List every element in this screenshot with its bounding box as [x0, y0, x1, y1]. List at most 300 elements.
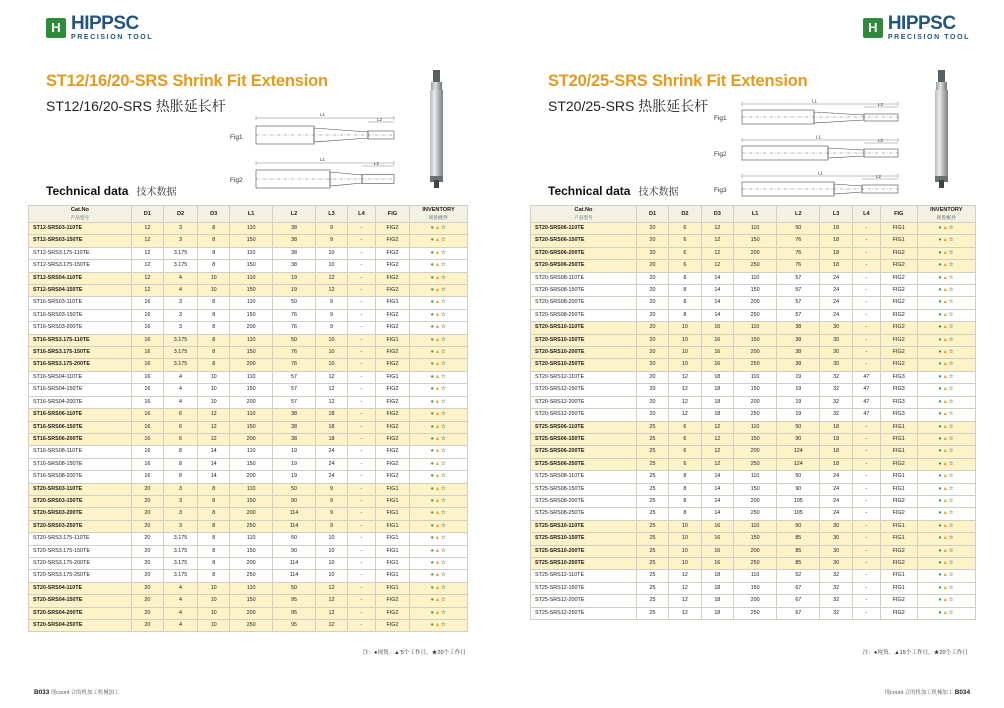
lead15-triangle-icon: ▲: [434, 386, 441, 393]
lead15-triangle-icon: ▲: [434, 287, 441, 294]
cell-catno: ST16-SRS03-110TE: [29, 297, 132, 309]
cell-value: 25: [636, 533, 668, 545]
cell-value: -: [348, 371, 376, 383]
cell-inventory: [917, 235, 975, 247]
stock-dot-icon: ●: [938, 287, 943, 294]
cell-value: 67: [777, 607, 820, 619]
cell-value: 16: [131, 421, 163, 433]
cell-value: 20: [131, 520, 163, 532]
cell-value: 9: [315, 297, 347, 309]
cell-value: 4: [163, 272, 197, 284]
cell-value: 150: [230, 347, 273, 359]
cell-value: FIG2: [880, 260, 917, 272]
cell-value: FIG2: [375, 322, 409, 334]
tool-photo-left: [425, 68, 449, 195]
cell-value: 25: [636, 495, 668, 507]
table-row: [29, 297, 468, 309]
cell-catno: ST20-SRS12-110TE: [531, 371, 637, 383]
lead15-triangle-icon: ▲: [942, 522, 949, 529]
cell-inventory: [917, 359, 975, 371]
col-l4-left: L4: [348, 206, 376, 223]
lead15-triangle-icon: ▲: [942, 398, 949, 405]
cell-value: 20: [131, 495, 163, 507]
cell-value: 50: [273, 297, 316, 309]
stock-dot-icon: ●: [938, 299, 943, 306]
lead15-triangle-icon: ▲: [434, 547, 441, 554]
cell-catno: ST25-SRS12-250TE: [531, 607, 637, 619]
cell-value: 14: [198, 446, 230, 458]
cell-value: 9: [315, 483, 347, 495]
cell-value: 3.175: [163, 570, 197, 582]
cell-inventory: [410, 545, 468, 557]
table-row: [29, 285, 468, 297]
cell-value: 85: [777, 533, 820, 545]
technical-data-heading-left: [46, 183, 176, 198]
cell-inventory: [917, 520, 975, 532]
spec-table-head-right: [531, 206, 976, 223]
stock-dot-icon: ●: [938, 225, 943, 231]
cell-value: 114: [273, 520, 316, 532]
cell-catno: ST20-SRS03-250TE: [29, 520, 132, 532]
lead15-triangle-icon: ▲: [434, 435, 441, 442]
cell-value: 105: [777, 495, 820, 507]
cell-value: 76: [273, 347, 316, 359]
lead20-star-icon: ☆: [948, 336, 955, 343]
cell-value: 95: [273, 607, 316, 619]
cell-value: 110: [230, 483, 273, 495]
cell-value: 110: [230, 533, 273, 545]
cell-value: FIG2: [880, 334, 917, 346]
cell-value: 25: [636, 570, 668, 582]
lead20-star-icon: ☆: [948, 349, 955, 356]
cell-catno: ST12-SRS3.175-110TE: [29, 247, 132, 259]
col-l3-left: L3: [315, 206, 347, 223]
cell-inventory: [410, 508, 468, 520]
table-row: [29, 322, 468, 334]
cell-value: 8: [669, 495, 701, 507]
cell-inventory: [410, 223, 468, 235]
cell-value: FIG2: [375, 396, 409, 408]
cell-value: 10: [315, 334, 347, 346]
cell-value: -: [852, 297, 880, 309]
cell-value: FIG1: [880, 483, 917, 495]
svg-text:L2: L2: [377, 117, 383, 122]
cell-value: -: [852, 508, 880, 520]
cell-value: 20: [636, 272, 668, 284]
cell-inventory: [410, 595, 468, 607]
cell-value: -: [852, 347, 880, 359]
cell-value: 18: [701, 371, 733, 383]
cell-value: 16: [131, 409, 163, 421]
cell-value: 18: [315, 409, 347, 421]
table-row: [29, 607, 468, 619]
cell-inventory: [410, 421, 468, 433]
tool-photo-svg-right: [930, 68, 954, 190]
table-row: [531, 384, 976, 396]
cell-value: 8: [669, 272, 701, 284]
cell-value: FIG1: [375, 545, 409, 557]
lead20-star-icon: ☆: [948, 262, 955, 269]
lead15-triangle-icon: ▲: [942, 572, 949, 579]
cell-value: 6: [163, 409, 197, 421]
cell-value: 6: [669, 458, 701, 470]
cell-value: FIG2: [375, 260, 409, 272]
table-row: [531, 322, 976, 334]
table-row: [531, 347, 976, 359]
cell-value: FIG2: [880, 322, 917, 334]
lead15-triangle-icon: ▲: [434, 597, 441, 604]
cell-value: FIG1: [375, 483, 409, 495]
cell-value: 57: [273, 396, 316, 408]
cell-value: 250: [734, 557, 777, 569]
cell-value: 57: [777, 272, 820, 284]
cell-value: FIG3: [880, 384, 917, 396]
cell-value: FIG2: [880, 309, 917, 321]
lead20-star-icon: ☆: [948, 609, 955, 616]
page-title-cn-right: ST20/25-SRS 热胀延长杆: [548, 98, 709, 114]
cell-value: -: [348, 334, 376, 346]
cell-value: FIG2: [375, 223, 409, 235]
lead20-star-icon: ☆: [440, 249, 447, 256]
cell-value: FIG2: [375, 595, 409, 607]
cell-value: -: [852, 533, 880, 545]
stock-dot-icon: ●: [430, 311, 435, 318]
cell-value: 14: [701, 309, 733, 321]
cell-value: FIG1: [375, 508, 409, 520]
cell-value: FIG1: [880, 223, 917, 235]
cell-inventory: [917, 334, 975, 346]
table-row: [531, 260, 976, 272]
lead15-triangle-icon: ▲: [434, 460, 441, 467]
cell-value: 90: [777, 483, 820, 495]
cell-value: FIG1: [375, 371, 409, 383]
lead15-triangle-icon: ▲: [942, 373, 949, 380]
cell-value: FIG2: [880, 347, 917, 359]
cell-value: 3.175: [163, 533, 197, 545]
cell-value: 12: [131, 235, 163, 247]
cell-value: 9: [315, 508, 347, 520]
cell-value: 18: [820, 433, 852, 445]
cell-value: FIG3: [880, 396, 917, 408]
lead15-triangle-icon: ▲: [942, 473, 949, 480]
lead20-star-icon: ☆: [440, 559, 447, 566]
lead20-star-icon: ☆: [948, 584, 955, 591]
cell-value: 200: [230, 322, 273, 334]
col-d3-left: D3: [198, 206, 230, 223]
lead20-star-icon: ☆: [440, 386, 447, 393]
cell-value: 8: [669, 285, 701, 297]
cell-value: 110: [734, 371, 777, 383]
cell-value: -: [348, 322, 376, 334]
cell-value: 18: [315, 433, 347, 445]
lead20-star-icon: ☆: [948, 423, 955, 430]
cell-value: 200: [734, 247, 777, 259]
table-row: [531, 334, 976, 346]
table-row: [29, 471, 468, 483]
cell-value: FIG2: [375, 607, 409, 619]
stock-dot-icon: ●: [430, 237, 435, 244]
table-row: [531, 235, 976, 247]
stock-dot-icon: ●: [430, 559, 435, 566]
stock-dot-icon: ●: [430, 225, 435, 231]
cell-value: -: [348, 495, 376, 507]
lead20-star-icon: ☆: [440, 622, 447, 628]
cell-value: 47: [852, 396, 880, 408]
cell-value: 200: [230, 471, 273, 483]
fig3-label-right: Fig3: [714, 187, 727, 194]
cell-value: 76: [777, 235, 820, 247]
logo-brand-name: HIPPSC: [71, 13, 139, 34]
cell-inventory: [410, 409, 468, 421]
table-row: [531, 396, 976, 408]
cell-value: 3.175: [163, 247, 197, 259]
cell-value: -: [852, 471, 880, 483]
lead15-triangle-icon: ▲: [942, 311, 949, 318]
cell-value: 38: [777, 334, 820, 346]
cell-catno: ST20-SRS10-110TE: [531, 322, 637, 334]
cell-catno: ST20-SRS12-150TE: [531, 384, 637, 396]
table-row: [29, 495, 468, 507]
cell-value: 47: [852, 384, 880, 396]
cell-value: 38: [273, 223, 316, 235]
table-row: [29, 433, 468, 445]
cell-value: 25: [636, 483, 668, 495]
cell-catno: ST25-SRS12-200TE: [531, 595, 637, 607]
cell-value: 85: [777, 557, 820, 569]
cell-value: 8: [198, 347, 230, 359]
cell-value: 150: [734, 483, 777, 495]
cell-inventory: [410, 533, 468, 545]
table-row: [29, 371, 468, 383]
cell-value: 250: [734, 458, 777, 470]
cell-inventory: [917, 483, 975, 495]
cell-value: 57: [777, 309, 820, 321]
cell-value: 12: [315, 384, 347, 396]
cell-value: FIG3: [880, 371, 917, 383]
table-row: [29, 235, 468, 247]
cell-value: 24: [315, 446, 347, 458]
cell-value: 8: [198, 260, 230, 272]
cell-value: FIG1: [375, 495, 409, 507]
cell-inventory: [917, 223, 975, 235]
cell-value: 90: [273, 495, 316, 507]
cell-value: 30: [820, 347, 852, 359]
table-row: [531, 607, 976, 619]
cell-value: FIG2: [880, 545, 917, 557]
stock-dot-icon: ●: [938, 572, 943, 579]
cell-value: 110: [734, 421, 777, 433]
cell-value: FIG2: [880, 508, 917, 520]
cell-catno: ST25-SRS08-150TE: [531, 483, 637, 495]
cell-value: 20: [636, 409, 668, 421]
cell-value: 50: [273, 582, 316, 594]
cell-value: 3: [163, 495, 197, 507]
cell-value: 12: [701, 458, 733, 470]
cell-catno: ST16-SRS06-110TE: [29, 409, 132, 421]
cell-value: FIG1: [880, 446, 917, 458]
spec-table-head-left: [29, 206, 468, 223]
fig2-label-right: Fig2: [714, 151, 727, 158]
cell-value: 38: [273, 433, 316, 445]
stock-dot-icon: ●: [430, 622, 435, 628]
cell-value: 250: [734, 409, 777, 421]
cell-value: 9: [315, 235, 347, 247]
cell-value: 16: [131, 471, 163, 483]
stock-dot-icon: ●: [938, 249, 943, 256]
cell-catno: ST25-SRS12-150TE: [531, 582, 637, 594]
lead20-star-icon: ☆: [440, 398, 447, 405]
lead20-star-icon: ☆: [948, 485, 955, 492]
svg-text:L1: L1: [320, 112, 326, 117]
svg-text:L2: L2: [374, 161, 380, 166]
cell-value: 18: [820, 446, 852, 458]
lead20-star-icon: ☆: [948, 473, 955, 480]
cell-catno: ST20-SRS08-110TE: [531, 272, 637, 284]
cell-inventory: [917, 396, 975, 408]
cell-value: 25: [636, 471, 668, 483]
table-row: [531, 533, 976, 545]
cell-catno: ST20-SRS04-200TE: [29, 607, 132, 619]
cell-value: 20: [636, 309, 668, 321]
cell-value: 20: [131, 508, 163, 520]
cell-value: 4: [163, 396, 197, 408]
cell-value: 20: [131, 595, 163, 607]
cell-value: 250: [734, 260, 777, 272]
cell-inventory: [410, 471, 468, 483]
cell-value: 16: [131, 433, 163, 445]
cell-value: FIG2: [375, 458, 409, 470]
cell-value: FIG2: [375, 309, 409, 321]
cell-value: 124: [777, 446, 820, 458]
cell-value: 4: [163, 607, 197, 619]
cell-value: 16: [701, 545, 733, 557]
cell-inventory: [410, 582, 468, 594]
lead20-star-icon: ☆: [948, 324, 955, 331]
stock-dot-icon: ●: [430, 423, 435, 430]
cell-value: 24: [820, 495, 852, 507]
cell-value: 200: [734, 495, 777, 507]
cell-value: 85: [777, 545, 820, 557]
cell-value: -: [852, 570, 880, 582]
cell-value: -: [348, 409, 376, 421]
lead15-triangle-icon: ▲: [942, 597, 949, 604]
lead15-triangle-icon: ▲: [942, 448, 949, 455]
cell-value: FIG1: [880, 471, 917, 483]
stock-dot-icon: ●: [938, 522, 943, 529]
cell-value: 200: [230, 396, 273, 408]
cell-value: 114: [273, 508, 316, 520]
cell-value: 10: [198, 620, 230, 632]
logo-tagline-right: PRECISION TOOL: [887, 34, 970, 41]
cell-value: -: [348, 247, 376, 259]
cell-value: 76: [273, 359, 316, 371]
fig2-label-left: Fig2: [230, 177, 243, 184]
cell-value: 32: [820, 582, 852, 594]
cell-value: 3.175: [163, 334, 197, 346]
stock-dot-icon: ●: [430, 609, 435, 616]
cell-value: 30: [820, 545, 852, 557]
table-row: [531, 223, 976, 235]
cell-value: 14: [701, 285, 733, 297]
cell-value: 12: [315, 620, 347, 632]
cell-value: FIG2: [880, 247, 917, 259]
cell-value: 20: [636, 297, 668, 309]
lead20-star-icon: ☆: [440, 237, 447, 244]
table-row: [531, 285, 976, 297]
cell-value: -: [852, 334, 880, 346]
cell-value: 32: [820, 396, 852, 408]
cell-catno: ST16-SRS04-150TE: [29, 384, 132, 396]
cell-value: 18: [701, 607, 733, 619]
cell-value: FIG2: [375, 409, 409, 421]
cell-value: 12: [701, 247, 733, 259]
cell-value: 12: [315, 582, 347, 594]
cell-value: FIG2: [375, 433, 409, 445]
cell-value: 14: [701, 471, 733, 483]
lead20-star-icon: ☆: [948, 386, 955, 393]
lead20-star-icon: ☆: [948, 497, 955, 504]
cell-value: 8: [669, 297, 701, 309]
technical-data-en-right: Technical data: [548, 184, 631, 198]
lead15-triangle-icon: ▲: [942, 535, 949, 542]
cell-value: 6: [163, 433, 197, 445]
cell-catno: ST25-SRS08-200TE: [531, 495, 637, 507]
cell-value: 250: [734, 359, 777, 371]
cell-inventory: [917, 446, 975, 458]
lead15-triangle-icon: ▲: [434, 299, 441, 306]
cell-catno: ST20-SRS12-200TE: [531, 396, 637, 408]
lead20-star-icon: ☆: [440, 287, 447, 294]
lead15-triangle-icon: ▲: [434, 237, 441, 244]
lead15-triangle-icon: ▲: [434, 336, 441, 343]
cell-value: 8: [163, 446, 197, 458]
cell-catno: ST25-SRS06-200TE: [531, 446, 637, 458]
cell-value: 20: [131, 570, 163, 582]
cell-value: 114: [273, 570, 316, 582]
cell-value: 8: [163, 471, 197, 483]
cell-value: 16: [701, 334, 733, 346]
stock-dot-icon: ●: [430, 522, 435, 529]
cell-inventory: [917, 409, 975, 421]
cell-value: FIG2: [375, 235, 409, 247]
cell-value: 8: [198, 334, 230, 346]
cell-value: 150: [230, 421, 273, 433]
cell-value: 8: [163, 458, 197, 470]
cell-value: FIG2: [880, 458, 917, 470]
cell-value: FIG2: [880, 595, 917, 607]
cell-value: 25: [636, 520, 668, 532]
logo-wordmark: [71, 14, 153, 41]
cell-value: 3: [163, 483, 197, 495]
lead20-star-icon: ☆: [440, 411, 447, 418]
cell-inventory: [917, 495, 975, 507]
stock-dot-icon: ●: [430, 274, 435, 281]
lead20-star-icon: ☆: [440, 522, 447, 529]
lead15-triangle-icon: ▲: [942, 336, 949, 343]
cell-value: 12: [131, 285, 163, 297]
cell-value: FIG2: [880, 297, 917, 309]
cell-value: 150: [230, 458, 273, 470]
cell-value: 20: [131, 533, 163, 545]
lead15-triangle-icon: ▲: [434, 510, 441, 517]
cell-value: 4: [163, 620, 197, 632]
cell-value: 12: [315, 285, 347, 297]
cell-catno: ST20-SRS3.175-150TE: [29, 545, 132, 557]
lead20-star-icon: ☆: [440, 572, 447, 579]
cell-value: 25: [636, 446, 668, 458]
cell-value: -: [852, 595, 880, 607]
cell-inventory: [410, 309, 468, 321]
